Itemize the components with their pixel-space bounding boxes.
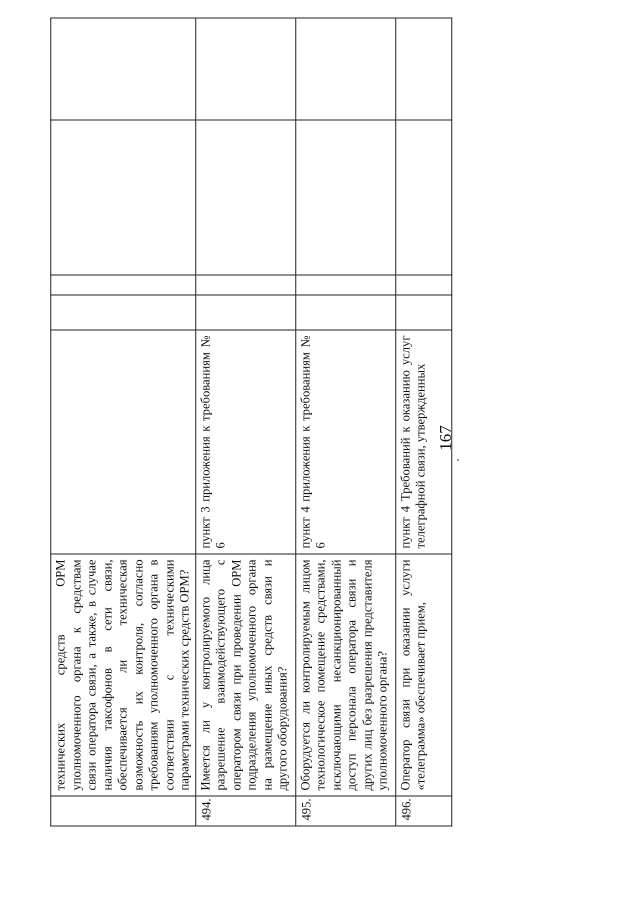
answer-no-cell (51, 275, 196, 295)
answer-no-cell (395, 275, 451, 295)
not-applicable-cell (295, 120, 395, 275)
answer-no-cell (195, 275, 295, 295)
answer-yes-cell (295, 295, 395, 330)
checklist-table (50, 18, 452, 827)
answer-no-cell (295, 275, 395, 295)
reference-cell: пункт 4 приложения к требованиям № 6 (295, 330, 395, 554)
checklist-table-wrapper (53, 18, 444, 826)
reference-cell: пункт 3 приложения к требованиям № 6 (195, 330, 295, 554)
question-cell: Имеется ли у контролируемого лица разрешение взаимодействующего с оператором связи при проведении ОРМ подразделения уполномоченного органа на размещение иных средств связи и другого оборудования? (195, 554, 295, 796)
table-row (195, 18, 295, 826)
answer-yes-cell (195, 295, 295, 330)
note-cell (395, 18, 451, 120)
note-cell (195, 18, 295, 120)
answer-yes-cell (51, 295, 196, 330)
note-cell (51, 18, 196, 120)
table-row-continuation (51, 18, 196, 826)
table-row (295, 18, 395, 826)
answer-yes-cell (395, 295, 451, 330)
reference-cell (51, 330, 196, 554)
not-applicable-cell (395, 120, 451, 275)
question-cell: Оператор связи при оказании услуги «телеграмма» обеспечивает прием, (395, 554, 451, 796)
not-applicable-cell (51, 120, 196, 275)
question-cell: технических средств ОРМ уполномоченного органа к средствам связи оператора связи, а также, в случае наличия таксофонов в сети связи, обеспечивается ли техническая возможность их контроля, согласно требованиям уполномоченного органа в соответствии с техническими параметрами технических средств ОРМ? (51, 554, 196, 796)
question-cell: Оборудуется ли контролируемым лицом технологическое помещение средствами, исключающими несанкционированный доступ персонала оператора связи и других лиц без разрешения представителя уполномоченного органа? (295, 554, 395, 796)
table-row (395, 18, 451, 826)
scan-speck (457, 459, 459, 461)
page-number: 167 (436, 425, 455, 451)
reference-cell: пункт 4 Требований к оказанию услуг телеграфной связи, утвержденных (395, 330, 451, 554)
row-number: 495. (295, 796, 395, 826)
not-applicable-cell (195, 120, 295, 275)
note-cell (295, 18, 395, 120)
row-number (51, 796, 196, 826)
row-number: 494. (195, 796, 295, 826)
row-number: 496. (395, 796, 451, 826)
